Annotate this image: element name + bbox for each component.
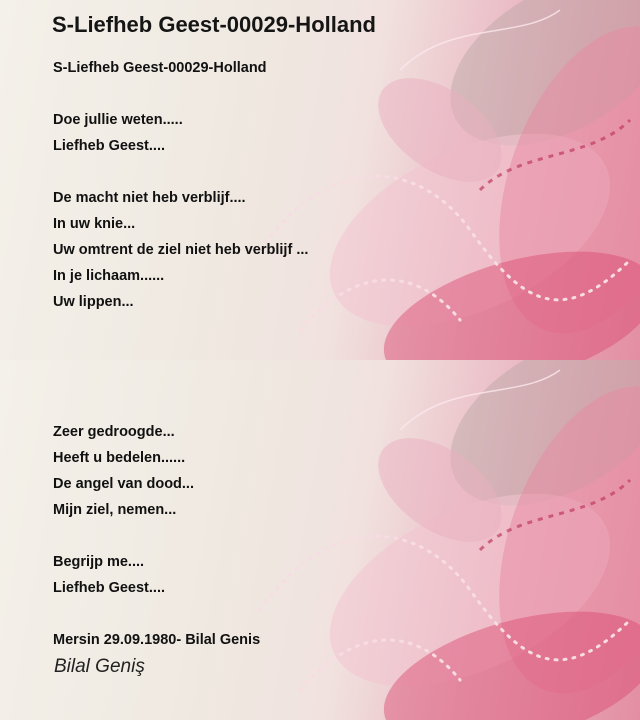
poem-line: In je lichaam...... bbox=[53, 268, 165, 284]
stanza-break bbox=[53, 81, 613, 107]
poem-dateline: Mersin 29.09.1980- Bilal Genis bbox=[53, 632, 261, 648]
poem-line: De macht niet heb verblijf.... bbox=[53, 190, 246, 206]
poem-line: In uw knie... bbox=[53, 216, 136, 232]
poem-body bbox=[53, 55, 613, 653]
poem-line: Zeer gedroogde... bbox=[53, 424, 175, 440]
poem-line: Heeft u bedelen...... bbox=[53, 450, 186, 466]
poem-title: S-Liefheb Geest-00029-Holland bbox=[52, 12, 376, 37]
stanza-break bbox=[53, 601, 613, 627]
poem-line: Mijn ziel, nemen... bbox=[53, 502, 177, 518]
poem-line: De angel van dood... bbox=[53, 476, 194, 492]
stanza-break bbox=[53, 393, 613, 419]
poem-line: Begrijp me.... bbox=[53, 554, 145, 570]
poem-line: Uw lippen... bbox=[53, 294, 134, 310]
stanza-break bbox=[53, 315, 613, 341]
poem-line: Uw omtrent de ziel niet heb verblijf ... bbox=[53, 242, 309, 258]
stanza-break bbox=[53, 367, 613, 393]
poem-line: Liefheb Geest.... bbox=[53, 580, 165, 596]
poem-line: S-Liefheb Geest-00029-Holland bbox=[53, 60, 267, 76]
poem-line: Doe jullie weten..... bbox=[53, 112, 183, 128]
poem-line: Liefheb Geest.... bbox=[53, 138, 165, 154]
author-signature: Bilal Geniş bbox=[54, 656, 145, 677]
stanza-break bbox=[53, 523, 613, 549]
stanza-break bbox=[53, 159, 613, 185]
stanza-break bbox=[53, 341, 613, 367]
